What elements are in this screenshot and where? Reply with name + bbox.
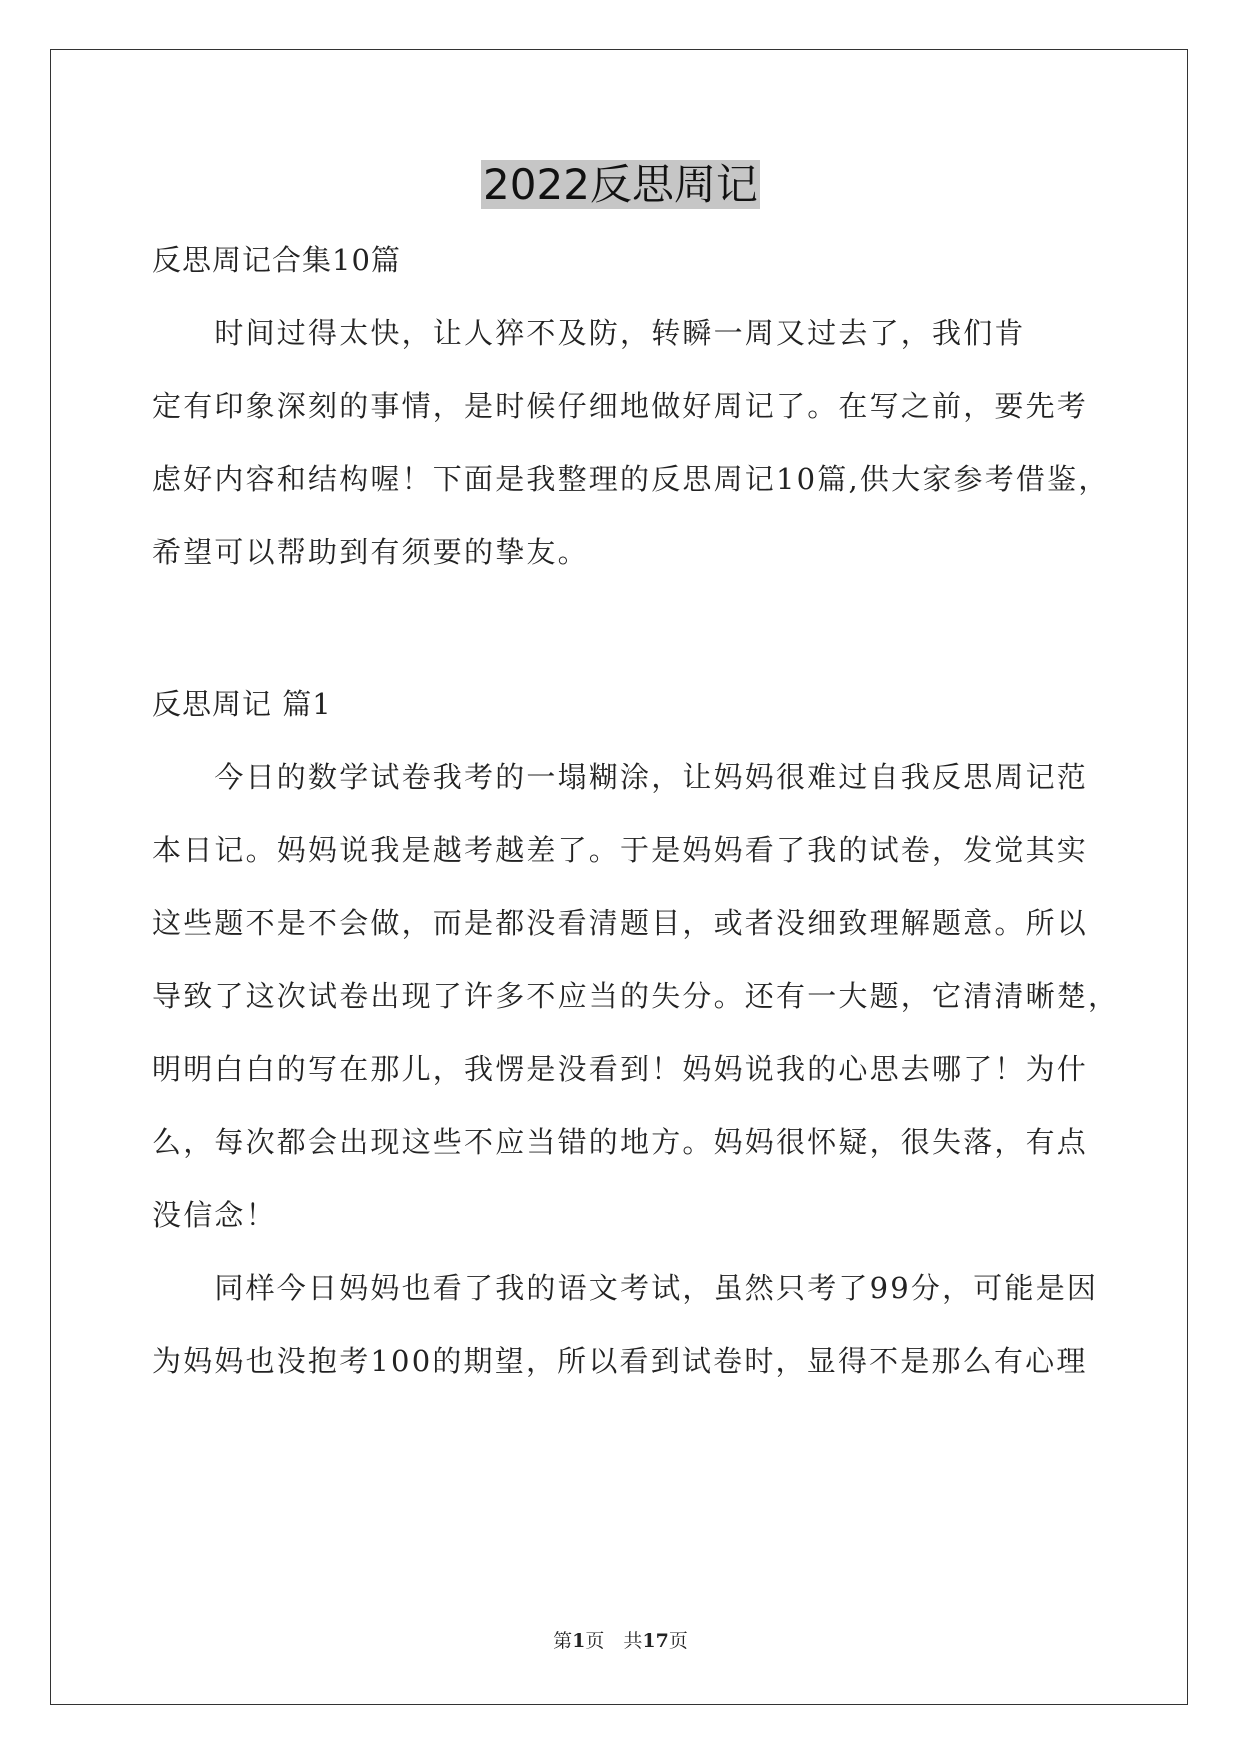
- footer-middle: 页 共: [585, 1630, 643, 1652]
- document-title-text: 2022反思周记: [483, 160, 758, 209]
- document-subtitle: 反思周记合集10篇: [152, 243, 401, 277]
- page-border: [50, 49, 1188, 1705]
- paragraph-line: 本日记。妈妈说我是越考越差了。于是妈妈看了我的试卷，发觉其实: [152, 833, 1089, 867]
- section-heading: 反思周记 篇1: [152, 687, 332, 721]
- paragraph-line: 今日的数学试卷我考的一塌糊涂，让妈妈很难过自我反思周记范: [152, 760, 1089, 794]
- footer-prefix: 第: [553, 1630, 573, 1652]
- paragraph-line: 同样今日妈妈也看了我的语文考试，虽然只考了99分，可能是因: [152, 1271, 1099, 1305]
- footer-total-pages: 17: [642, 1630, 669, 1652]
- paragraph-line: 这些题不是不会做，而是都没看清题目，或者没细致理解题意。所以: [152, 906, 1089, 940]
- footer-page-number: 1: [572, 1630, 586, 1652]
- document-title: [0, 156, 1241, 214]
- intro-line: 时间过得太快，让人猝不及防，转瞬一周又过去了，我们肯: [152, 316, 1026, 350]
- intro-line: 虑好内容和结构喔！下面是我整理的反思周记10篇,供大家参考借鉴，: [152, 462, 1110, 496]
- paragraph-line: 明明白白的写在那儿，我愣是没看到！妈妈说我的心思去哪了！为什: [152, 1052, 1089, 1086]
- intro-line: 定有印象深刻的事情，是时候仔细地做好周记了。在写之前，要先考: [152, 389, 1089, 423]
- page-footer: [0, 1628, 1241, 1654]
- paragraph-line: 没信念！: [152, 1198, 277, 1232]
- footer-suffix: 页: [668, 1630, 688, 1652]
- intro-line: 希望可以帮助到有须要的挚友。: [152, 535, 589, 569]
- paragraph-line: 为妈妈也没抱考100的期望，所以看到试卷时，显得不是那么有心理: [152, 1344, 1088, 1378]
- paragraph-line: 么，每次都会出现这些不应当错的地方。妈妈很怀疑，很失落，有点: [152, 1125, 1089, 1159]
- paragraph-line: 导致了这次试卷出现了许多不应当的失分。还有一大题，它清清晰楚，: [152, 979, 1120, 1013]
